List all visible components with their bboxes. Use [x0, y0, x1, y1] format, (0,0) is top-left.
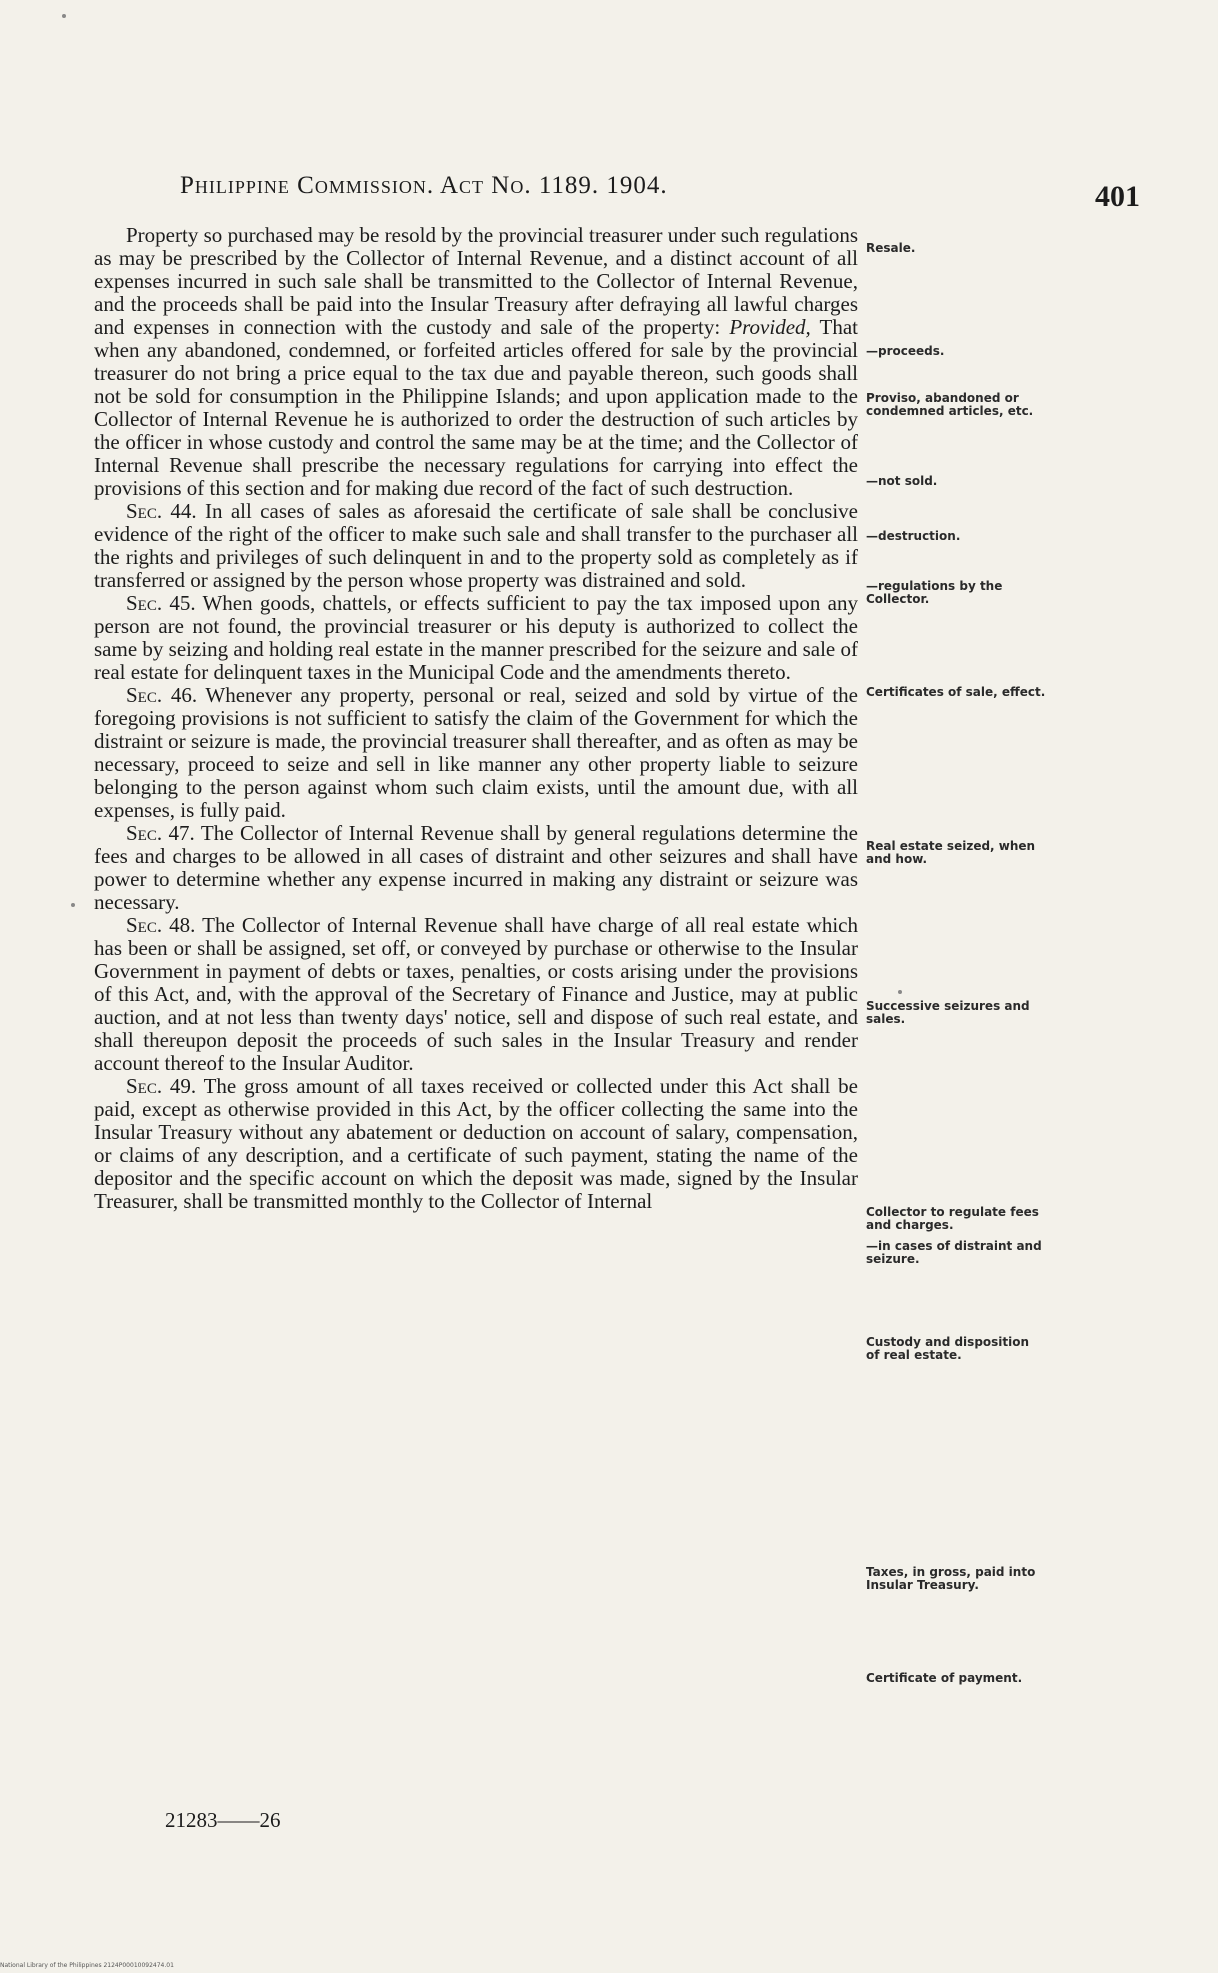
side-note-proceeds: —proceeds. [866, 344, 945, 358]
section-label: Sec. 48. [126, 913, 196, 937]
side-note-not-sold: —not sold. [866, 474, 938, 488]
side-note-destruction: —destruction. [866, 529, 961, 543]
section-46 [94, 684, 858, 822]
scan-label: National Library of the Philippines 2124P00010092474.01 [0, 1962, 174, 1969]
scan-speck [898, 990, 902, 994]
main-text [94, 224, 858, 1213]
section-text: When goods, chattels, or effects sufficient to pay the tax imposed upon any person are not found, the provincial treasurer or his deputy is authorized to collect the same by seizing and holding real estate in the manner prescribed for the seizure and sale of real estate for delinquent taxes in the Municipal Code and the amendments thereto. [94, 591, 858, 684]
section-49 [94, 1075, 858, 1213]
side-note-proviso: Proviso, abandoned or condemned articles, etc. [866, 391, 1034, 418]
side-note-resale: Resale. [866, 241, 916, 255]
side-note-taxes-gross: Taxes, in gross, paid into Insular Treasury. [866, 1565, 1036, 1592]
page-header [180, 166, 1140, 214]
paragraph-text: Property so purchased may be resold by the provincial treasurer under such regulations as may be prescribed by the Collector of Internal Revenue, and a distinct account of all expenses incurred in such sale shall be transmitted to the Collector of Internal Revenue, and the proceeds shall be paid into the Insular Treasury after defraying all lawful charges and expenses in connection with the custody and sale of the property: [94, 223, 858, 339]
paragraph-text: That when any abandoned, condemned, or forfeited articles offered for sale by the provincial treasurer do not bring a price equal to the tax due and payable thereon, such goods shall not be sold for consumption in the Philippine Islands; and upon application made to the Collector of Internal Revenue he is authorized to order the destruction of such articles by the officer in whose custody and control the same may be at the time; and the Collector of Internal Revenue shall prescribe the necessary regulations for carrying into effect the provisions of this section and for making due record of the fact of such destruction. [94, 315, 858, 500]
section-48 [94, 914, 858, 1075]
section-text: The Collector of Internal Revenue shall by general regulations determine the fees and charges to be allowed in all cases of distraint and other seizures and shall have power to determine whether any expense incurred in making any distraint or seizure was necessary. [94, 821, 858, 914]
scan-speck [71, 903, 75, 907]
side-note-collector-fees: Collector to regulate fees and charges. [866, 1205, 1039, 1232]
side-note-regulations: —regulations by the Collector. [866, 579, 1003, 606]
side-note-certificates: Certificates of sale, effect. [866, 685, 1046, 699]
side-note-successive: Successive seizures and sales. [866, 999, 1030, 1026]
proviso-italic: Provided, [729, 315, 811, 339]
section-label: Sec. 46. [126, 683, 198, 707]
side-note-real-estate-seized: Real estate seized, when and how. [866, 839, 1036, 866]
section-text: In all cases of sales as aforesaid the certificate of sale shall be conclusive evidence of the right of the officer to make such sale and shall transfer to the purchaser all the rights and privileges of such delinquent in and to the property sold as completely as if transferred or assigned by the person whose property was distrained and sold. [94, 499, 858, 592]
section-text: Whenever any property, personal or real, seized and sold by virtue of the foregoing provisions is not sufficient to satisfy the claim of the Government for which the distraint or seizure is made, the provincial treasurer shall thereafter, and as often as may be necessary, proceed to seize and sell in like manner any other property liable to seizure belonging to the person against whom such claim exists, until the amount due, with all expenses, is fully paid. [94, 683, 858, 822]
side-note-custody: Custody and disposition of real estate. [866, 1335, 1030, 1362]
section-44 [94, 500, 858, 592]
section-label: Sec. 49. [126, 1074, 197, 1098]
scan-speck [62, 14, 66, 18]
side-note-certificate-payment: Certificate of payment. [866, 1671, 1023, 1685]
section-label: Sec. 44. [126, 499, 197, 523]
paragraph-resale [94, 224, 858, 500]
section-text: The gross amount of all taxes received or collected under this Act shall be paid, except as otherwise provided in this Act, by the officer collecting the same into the Insular Treasury without any abatement or deduction on account of salary, compensation, or claims of any description, and a certificate of such payment, stating the name of the depositor and the specific account on which the deposit was made, signed by the Insular Treasurer, shall be transmitted monthly to the Collector of Internal [94, 1074, 858, 1213]
section-47 [94, 822, 858, 914]
section-label: Sec. 45. [126, 591, 196, 615]
running-title: Philippine Commission. Act No. 1189. 1904. [180, 172, 668, 199]
section-text: The Collector of Internal Revenue shall have charge of all real estate which has been or shall be assigned, set off, or conveyed by purchase or otherwise to the Insular Government in payment of debts or taxes, penalties, or costs arising under the provisions of this Act, and, with the approval of the Secretary of Finance and Justice, may at public auction, and at not less than twenty days' notice, sell and dispose of such real estate, and shall thereupon deposit the proceeds of such sales in the Insular Treasury and render account thereof to the Insular Auditor. [94, 913, 858, 1075]
page-number: 401 [1095, 180, 1140, 213]
section-45 [94, 592, 858, 684]
section-label: Sec. 47. [126, 821, 195, 845]
signature-mark: 21283——26 [165, 1808, 281, 1832]
side-note-distraint: —in cases of distraint and seizure. [866, 1239, 1042, 1266]
